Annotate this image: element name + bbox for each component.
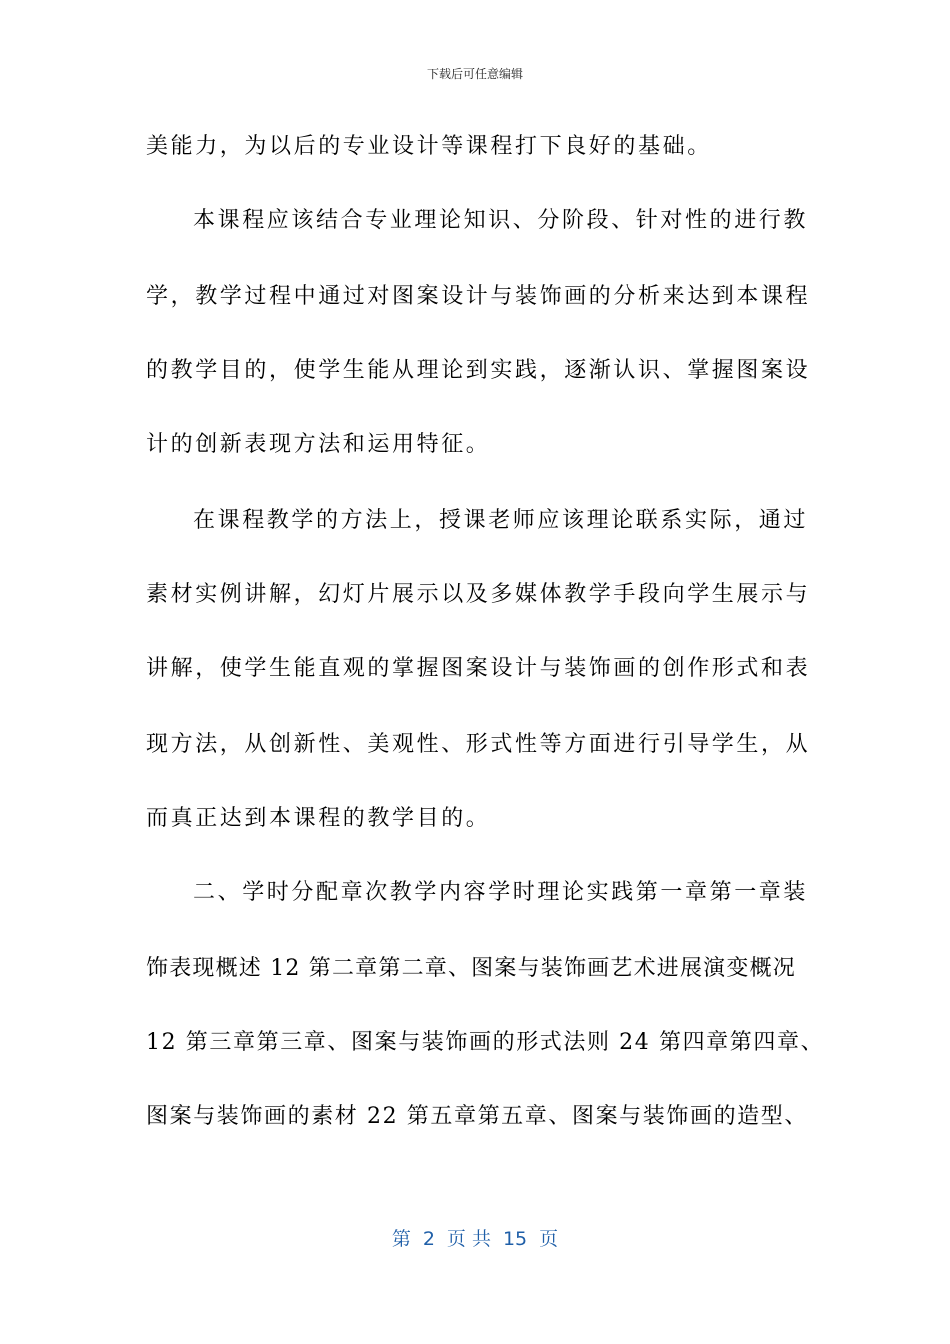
page-header: 下载后可任意编辑 [426, 67, 523, 81]
footer-middle: 页 共 [446, 1228, 491, 1250]
footer-current-page: 2 [422, 1228, 435, 1250]
footer-prefix: 第 [391, 1228, 411, 1250]
body-line-5: 计的创新表现方法和运用特征。 [146, 432, 491, 457]
footer-total-pages: 15 [502, 1228, 528, 1250]
body-line-13: 12 第三章第三章、图案与装饰画的形式法则 24 第四章第四章、 [146, 1030, 825, 1055]
body-line-4: 的教学目的，使学生能从理论到实践，逐渐认识、掌握图案设 [146, 358, 811, 383]
body-line-7: 素材实例讲解，幻灯片展示以及多媒体教学手段向学生展示与 [146, 582, 811, 607]
body-line-8: 讲解，使学生能直观的掌握图案设计与装饰画的创作形式和表 [146, 656, 811, 681]
page-footer [0, 1226, 950, 1252]
body-line-10: 而真正达到本课程的教学目的。 [146, 806, 491, 831]
body-line-1: 美能力，为以后的专业设计等课程打下良好的基础。 [146, 134, 712, 159]
body-line-6: 在课程教学的方法上，授课老师应该理论联系实际，通过 [193, 508, 809, 533]
body-line-9: 现方法，从创新性、美观性、形式性等方面进行引导学生，从 [146, 732, 811, 757]
body-line-2: 本课程应该结合专业理论知识、分阶段、针对性的进行教 [193, 208, 809, 233]
body-line-3: 学，教学过程中通过对图案设计与装饰画的分析来达到本课程 [146, 284, 811, 309]
footer-suffix: 页 [539, 1228, 559, 1250]
body-line-14: 图案与装饰画的素材 22 第五章第五章、图案与装饰画的造型、 [146, 1104, 808, 1129]
body-line-12: 饰表现概述 12 第二章第二章、图案与装饰画艺术进展演变概况 [146, 956, 796, 981]
body-line-11: 二、学时分配章次教学内容学时理论实践第一章第一章装 [193, 880, 809, 905]
